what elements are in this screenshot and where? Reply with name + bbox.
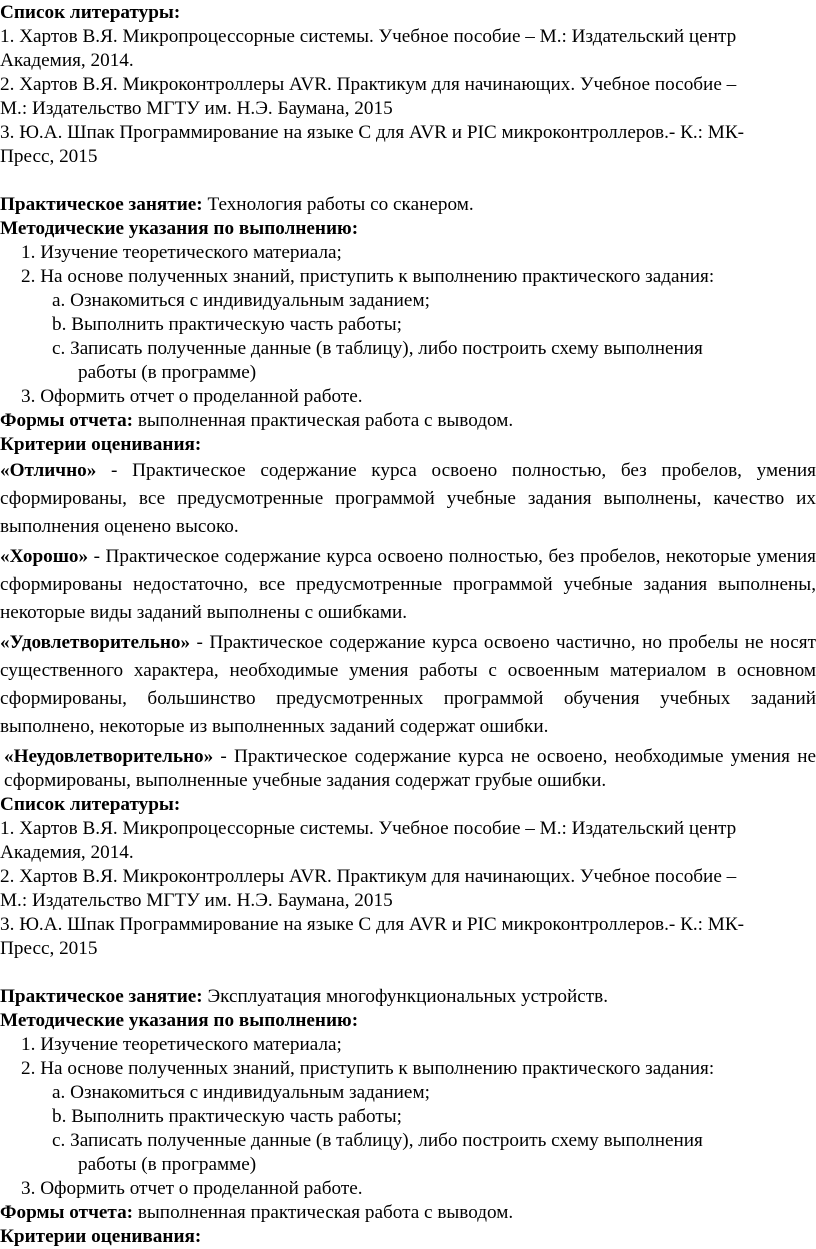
criterion-text: - Практическое содержание курса не освоено, необходимые умения не сформированы, выполненные учебные задания содержат грубые ошибки. xyxy=(4,746,816,791)
criteria-heading: Критерии оценивания: xyxy=(0,434,202,455)
criterion-grade: «Отлично» xyxy=(0,460,97,481)
practice-topic: Технология работы со сканером. xyxy=(202,194,474,215)
report-label: Формы отчета: xyxy=(0,1202,134,1223)
step-item: 1. Изучение теоретического материала; xyxy=(21,242,342,263)
literature-item: 3. Ю.А. Шпак Программирование на языке С для AVR и PIC микроконтроллеров.- К.: МК- xyxy=(0,914,745,935)
guide-heading: Методические указания по выполнению: xyxy=(0,218,359,239)
literature-item-cont: Пресс, 2015 xyxy=(0,146,98,167)
criterion-satisfactory xyxy=(0,629,816,741)
substep-item: a. Ознакомиться с индивидуальным заданием; xyxy=(52,1082,430,1103)
criterion-grade: «Хорошо» xyxy=(0,546,89,567)
document-page xyxy=(0,1,816,1249)
practice-label: Практическое занятие: xyxy=(0,986,203,1007)
criterion-text: - Практическое содержание курса освоено полностью, без пробелов, умения сформированы, все предусмотренные программой учебные задания выполнены, качество их выполнения оценено высоко. xyxy=(0,460,816,537)
practice-title xyxy=(0,985,816,1009)
step-item: 2. На основе полученных знаний, приступить к выполнению практического задания: xyxy=(21,1058,715,1079)
substep-item: a. Ознакомиться с индивидуальным заданием; xyxy=(52,290,430,311)
literature-item-cont: Пресс, 2015 xyxy=(0,938,98,959)
step-item: 3. Оформить отчет о проделанной работе. xyxy=(21,1178,363,1199)
report-form xyxy=(0,1201,816,1225)
literature-heading: Список литературы: xyxy=(0,794,181,815)
literature-item: 1. Хартов В.Я. Микропроцессорные системы. Учебное пособие – М.: Издательский центр xyxy=(0,818,737,839)
literature-item-cont: Академия, 2014. xyxy=(0,842,134,863)
criterion-good xyxy=(0,543,816,627)
criterion-text: - Практическое содержание курса освоено полностью, без пробелов, некоторые умения сформированы недостаточно, все предусмотренные программой учебные задания выполнены, некоторые виды заданий выполнены с ошибками. xyxy=(0,546,816,623)
criterion-grade: «Удовлетворительно» xyxy=(0,632,191,653)
substep-item-cont: работы (в программе) xyxy=(78,362,257,383)
substep-item: b. Выполнить практическую часть работы; xyxy=(52,1106,403,1127)
step-item: 3. Оформить отчет о проделанной работе. xyxy=(21,386,363,407)
literature-item: 3. Ю.А. Шпак Программирование на языке С для AVR и PIC микроконтроллеров.- К.: МК- xyxy=(0,122,745,143)
practice-title xyxy=(0,193,816,217)
criteria-heading: Критерии оценивания: xyxy=(0,1226,202,1247)
substep-item: b. Выполнить практическую часть работы; xyxy=(52,314,403,335)
report-text: выполненная практическая работа с выводом. xyxy=(133,1202,514,1223)
report-text: выполненная практическая работа с выводом. xyxy=(133,410,514,431)
step-item: 1. Изучение теоретического материала; xyxy=(21,1034,342,1055)
substep-item: c. Записать полученные данные (в таблицу), либо построить схему выполнения xyxy=(52,338,703,359)
criterion-excellent xyxy=(0,457,816,541)
report-form xyxy=(0,409,816,433)
criterion-unsatisfactory xyxy=(0,745,816,793)
step-item: 2. На основе полученных знаний, приступить к выполнению практического задания: xyxy=(21,266,715,287)
literature-item: 1. Хартов В.Я. Микропроцессорные системы. Учебное пособие – М.: Издательский центр xyxy=(0,26,737,47)
literature-item-cont: М.: Издательство МГТУ им. Н.Э. Баумана, 2015 xyxy=(0,98,393,119)
report-label: Формы отчета: xyxy=(0,410,134,431)
criterion-grade: «Неудовлетворительно» xyxy=(4,746,214,767)
guide-heading: Методические указания по выполнению: xyxy=(0,1010,359,1031)
practice-label: Практическое занятие: xyxy=(0,194,203,215)
spacer xyxy=(0,961,816,985)
literature-item-cont: М.: Издательство МГТУ им. Н.Э. Баумана, 2015 xyxy=(0,890,393,911)
substep-item: c. Записать полученные данные (в таблицу), либо построить схему выполнения xyxy=(52,1130,703,1151)
literature-heading: Список литературы: xyxy=(0,2,181,23)
substep-item-cont: работы (в программе) xyxy=(78,1154,257,1175)
literature-item-cont: Академия, 2014. xyxy=(0,50,134,71)
criterion-text: - Практическое содержание курса освоено частично, но пробелы не носят существенного характера, необходимые умения работы с освоенным материалом в основном сформированы, большинство предусмотренных программой обучения учебных заданий выполнено, некоторые из выполненных заданий содержат ошибки. xyxy=(0,632,816,737)
spacer xyxy=(0,169,816,193)
practice-topic: Эксплуатация многофункциональных устройств. xyxy=(202,986,609,1007)
literature-item: 2. Хартов В.Я. Микроконтроллеры AVR. Практикум для начинающих. Учебное пособие – xyxy=(0,74,737,95)
literature-item: 2. Хартов В.Я. Микроконтроллеры AVR. Практикум для начинающих. Учебное пособие – xyxy=(0,866,737,887)
